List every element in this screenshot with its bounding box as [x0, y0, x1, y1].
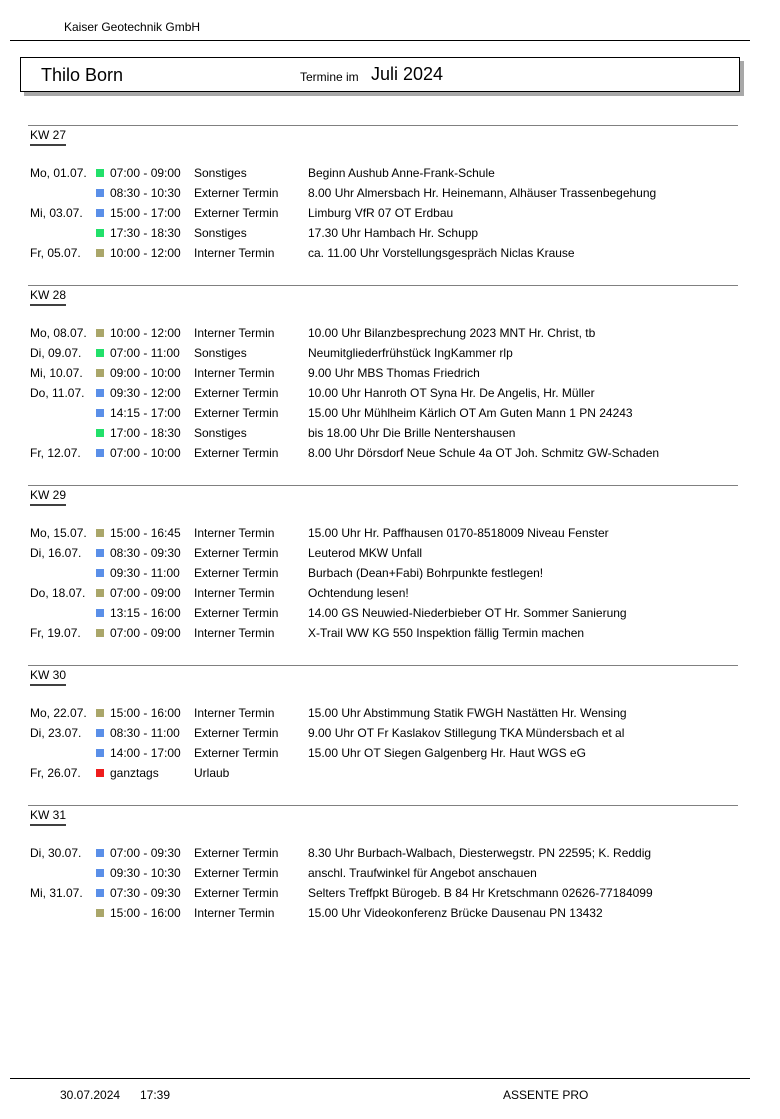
appointment-type: Interner Termin [194, 326, 275, 340]
appointment-type: Externer Termin [194, 386, 279, 400]
appointment-type: Sonstiges [194, 346, 247, 360]
appointment-description: ca. 11.00 Uhr Vorstellungsgespräch Niclas Krause [308, 246, 575, 260]
appointment-day: Mi, 10.07. [30, 366, 83, 380]
appointment-description: 9.00 Uhr MBS Thomas Friedrich [308, 366, 480, 380]
appointment-type: Externer Termin [194, 886, 279, 900]
appointment-day: Mi, 03.07. [30, 206, 83, 220]
week-divider [28, 665, 738, 666]
appointment-row[interactable] [28, 203, 738, 223]
appointment-description: 14.00 GS Neuwied-Niederbieber OT Hr. Sommer Sanierung [308, 606, 627, 620]
appointment-row[interactable] [28, 323, 738, 343]
appointment-day: Mo, 08.07. [30, 326, 87, 340]
appointment-description: Neumitgliederfrühstück IngKammer rlp [308, 346, 513, 360]
appointment-description: bis 18.00 Uhr Die Brille Nentershausen [308, 426, 516, 440]
appointment-time: 09:30 - 11:00 [110, 566, 180, 580]
appointment-time: 07:00 - 10:00 [110, 446, 181, 460]
appointment-description: 15.00 Uhr Videokonferenz Brücke Dausenau PN 13432 [308, 906, 603, 920]
appointment-description: 9.00 Uhr OT Fr Kaslakov Stillegung TKA Mündersbach et al [308, 726, 625, 740]
appointment-time: 13:15 - 16:00 [110, 606, 181, 620]
category-color-marker [96, 209, 104, 217]
appointment-time: 07:00 - 11:00 [110, 346, 180, 360]
appointment-time: 08:30 - 10:30 [110, 186, 181, 200]
appointment-type: Interner Termin [194, 366, 275, 380]
week-section [28, 665, 738, 780]
appointment-description: 15.00 Uhr OT Siegen Galgenberg Hr. Haut WGS eG [308, 746, 586, 760]
appointment-type: Urlaub [194, 766, 230, 780]
appointment-type: Externer Termin [194, 606, 279, 620]
category-color-marker [96, 529, 104, 537]
category-color-marker [96, 449, 104, 457]
appointment-type: Externer Termin [194, 546, 279, 560]
category-color-marker [96, 609, 104, 617]
appointment-description: 10.00 Uhr Bilanzbesprechung 2023 MNT Hr. Christ, tb [308, 326, 596, 340]
week-label: KW 29 [30, 488, 66, 506]
week-divider [28, 805, 738, 806]
appointment-description: 8.30 Uhr Burbach-Walbach, Diesterwegstr. PN 22595; K. Reddig [308, 846, 652, 860]
footer-date: 30.07.2024 [60, 1088, 121, 1102]
appointment-type: Externer Termin [194, 566, 279, 580]
appointment-row[interactable] [28, 883, 738, 903]
appointment-description: 15.00 Uhr Abstimmung Statik FWGH Nastätten Hr. Wensing [308, 706, 627, 720]
report-header [20, 57, 740, 92]
appointment-row[interactable] [28, 723, 738, 743]
appointment-type: Externer Termin [194, 446, 279, 460]
week-section [28, 485, 738, 640]
appointment-row[interactable] [28, 843, 738, 863]
appointment-time: 07:00 - 09:30 [110, 846, 181, 860]
appointment-description: 17.30 Uhr Hambach Hr. Schupp [308, 226, 479, 240]
appointment-row[interactable] [28, 163, 738, 183]
appointment-time: 07:30 - 09:30 [110, 886, 181, 900]
footer-app-name: ASSENTE PRO [503, 1088, 589, 1102]
appointment-row[interactable] [28, 743, 738, 763]
appointment-row[interactable] [28, 903, 738, 923]
appointment-time: 08:30 - 09:30 [110, 546, 181, 560]
appointment-row[interactable] [28, 423, 738, 443]
appointment-row[interactable] [28, 403, 738, 423]
appointment-row[interactable] [28, 383, 738, 403]
appointment-day: Di, 23.07. [30, 726, 82, 740]
appointment-time: 08:30 - 11:00 [110, 726, 180, 740]
category-color-marker [96, 169, 104, 177]
appointment-description: Burbach (Dean+Fabi) Bohrpunkte festlegen! [308, 566, 544, 580]
appointment-row[interactable] [28, 603, 738, 623]
appointment-time: 10:00 - 12:00 [110, 326, 181, 340]
appointment-row[interactable] [28, 583, 738, 603]
category-color-marker [96, 569, 104, 577]
appointment-day: Mo, 15.07. [30, 526, 87, 540]
appointment-time: 14:00 - 17:00 [110, 746, 181, 760]
appointment-time: 09:00 - 10:00 [110, 366, 181, 380]
appointment-day: Mi, 31.07. [30, 886, 83, 900]
week-label: KW 28 [30, 288, 66, 306]
category-color-marker [96, 869, 104, 877]
category-color-marker [96, 349, 104, 357]
category-color-marker [96, 549, 104, 557]
appointment-description: 10.00 Uhr Hanroth OT Syna Hr. De Angelis, Hr. Müller [308, 386, 595, 400]
appointment-type: Interner Termin [194, 586, 275, 600]
appointment-type: Externer Termin [194, 726, 279, 740]
appointment-row[interactable] [28, 183, 738, 203]
appointment-type: Interner Termin [194, 706, 275, 720]
category-color-marker [96, 329, 104, 337]
appointment-time: 07:00 - 09:00 [110, 626, 181, 640]
week-divider [28, 125, 738, 126]
week-label: KW 31 [30, 808, 66, 826]
appointment-day: Do, 11.07. [30, 386, 85, 400]
appointment-type: Sonstiges [194, 166, 247, 180]
appointment-description: Selters Treffpkt Bürogeb. B 84 Hr Kretschmann 02626-77184099 [308, 886, 653, 900]
appointment-type: Externer Termin [194, 746, 279, 760]
category-color-marker [96, 369, 104, 377]
appointment-row[interactable] [28, 443, 738, 463]
month-title: Juli 2024 [371, 64, 444, 84]
person-name: Thilo Born [41, 65, 124, 85]
week-divider [28, 285, 738, 286]
appointment-list [28, 843, 738, 923]
appointment-time: 10:00 - 12:00 [110, 246, 181, 260]
appointment-time: 15:00 - 16:00 [110, 706, 181, 720]
week-section [28, 285, 738, 460]
category-color-marker [96, 849, 104, 857]
appointment-row[interactable] [28, 863, 738, 883]
category-color-marker [96, 709, 104, 717]
appointment-row[interactable] [28, 343, 738, 363]
category-color-marker [96, 909, 104, 917]
appointment-description: 15.00 Uhr Mühlheim Kärlich OT Am Guten Mann 1 PN 24243 [308, 406, 633, 420]
appointment-row[interactable] [28, 523, 738, 543]
appointment-type: Externer Termin [194, 186, 279, 200]
category-color-marker [96, 249, 104, 257]
appointment-row[interactable] [28, 703, 738, 723]
category-color-marker [96, 409, 104, 417]
appointment-time: ganztags [110, 766, 159, 780]
company-name: Kaiser Geotechnik GmbH [64, 20, 201, 34]
category-color-marker [96, 889, 104, 897]
appointment-description: Beginn Aushub Anne-Frank-Schule [308, 166, 495, 180]
appointment-time: 15:00 - 16:45 [110, 526, 181, 540]
appointment-type: Externer Termin [194, 866, 279, 880]
appointment-time: 14:15 - 17:00 [110, 406, 181, 420]
appointment-description: X-Trail WW KG 550 Inspektion fällig Termin machen [308, 626, 585, 640]
appointment-day: Di, 09.07. [30, 346, 82, 360]
appointment-type: Interner Termin [194, 246, 275, 260]
appointment-description: 15.00 Uhr Hr. Paffhausen 0170-8518009 Niveau Fenster [308, 526, 609, 540]
appointment-list [28, 523, 738, 643]
appointment-description: 8.00 Uhr Almersbach Hr. Heinemann, Alhäuser Trassenbegehung [308, 186, 657, 200]
week-label: KW 27 [30, 128, 66, 146]
appointment-time: 17:30 - 18:30 [110, 226, 181, 240]
appointment-row[interactable] [28, 243, 738, 263]
appointment-day: Fr, 05.07. [30, 246, 81, 260]
appointment-time: 07:00 - 09:00 [110, 166, 181, 180]
appointment-description: 8.00 Uhr Dörsdorf Neue Schule 4a OT Joh. Schmitz GW-Schaden [308, 446, 660, 460]
appointment-type: Interner Termin [194, 526, 275, 540]
header-label: Termine im [300, 70, 359, 84]
category-color-marker [96, 389, 104, 397]
category-color-marker [96, 189, 104, 197]
appointment-row[interactable] [28, 563, 738, 583]
appointment-list [28, 163, 738, 263]
appointment-time: 09:30 - 12:00 [110, 386, 181, 400]
category-color-marker [96, 229, 104, 237]
appointment-day: Do, 18.07. [30, 586, 86, 600]
appointment-list [28, 703, 738, 783]
appointment-row[interactable] [28, 543, 738, 563]
top-divider [10, 40, 750, 41]
category-color-marker [96, 629, 104, 637]
appointment-time: 15:00 - 16:00 [110, 906, 181, 920]
appointment-type: Interner Termin [194, 906, 275, 920]
footer-time: 17:39 [140, 1088, 171, 1102]
appointment-time: 07:00 - 09:00 [110, 586, 181, 600]
appointment-description: anschl. Traufwinkel für Angebot anschauen [308, 866, 537, 880]
week-section [28, 805, 738, 920]
appointment-type: Externer Termin [194, 406, 279, 420]
appointment-day: Mo, 01.07. [30, 166, 87, 180]
appointment-type: Sonstiges [194, 226, 247, 240]
category-color-marker [96, 429, 104, 437]
appointment-day: Fr, 19.07. [30, 626, 81, 640]
appointment-type: Externer Termin [194, 846, 279, 860]
category-color-marker [96, 729, 104, 737]
appointment-type: Interner Termin [194, 626, 275, 640]
appointment-day: Fr, 12.07. [30, 446, 81, 460]
appointment-day: Di, 30.07. [30, 846, 82, 860]
category-color-marker [96, 769, 104, 777]
bottom-divider [10, 1078, 750, 1079]
appointment-time: 15:00 - 17:00 [110, 206, 181, 220]
appointment-day: Fr, 26.07. [30, 766, 81, 780]
appointment-row[interactable] [28, 223, 738, 243]
appointment-row[interactable] [28, 363, 738, 383]
appointment-description: Leuterod MKW Unfall [308, 546, 423, 560]
appointment-time: 17:00 - 18:30 [110, 426, 181, 440]
category-color-marker [96, 589, 104, 597]
appointment-time: 09:30 - 10:30 [110, 866, 181, 880]
appointment-description: Ochtendung lesen! [308, 586, 409, 600]
category-color-marker [96, 749, 104, 757]
week-label: KW 30 [30, 668, 66, 686]
week-divider [28, 485, 738, 486]
appointment-type: Sonstiges [194, 426, 247, 440]
appointment-list [28, 323, 738, 463]
appointment-day: Mo, 22.07. [30, 706, 87, 720]
week-section [28, 125, 738, 260]
appointment-description: Limburg VfR 07 OT Erdbau [308, 206, 454, 220]
appointment-type: Externer Termin [194, 206, 279, 220]
appointment-row[interactable] [28, 623, 738, 643]
appointment-day: Di, 16.07. [30, 546, 82, 560]
appointment-row[interactable] [28, 763, 738, 783]
